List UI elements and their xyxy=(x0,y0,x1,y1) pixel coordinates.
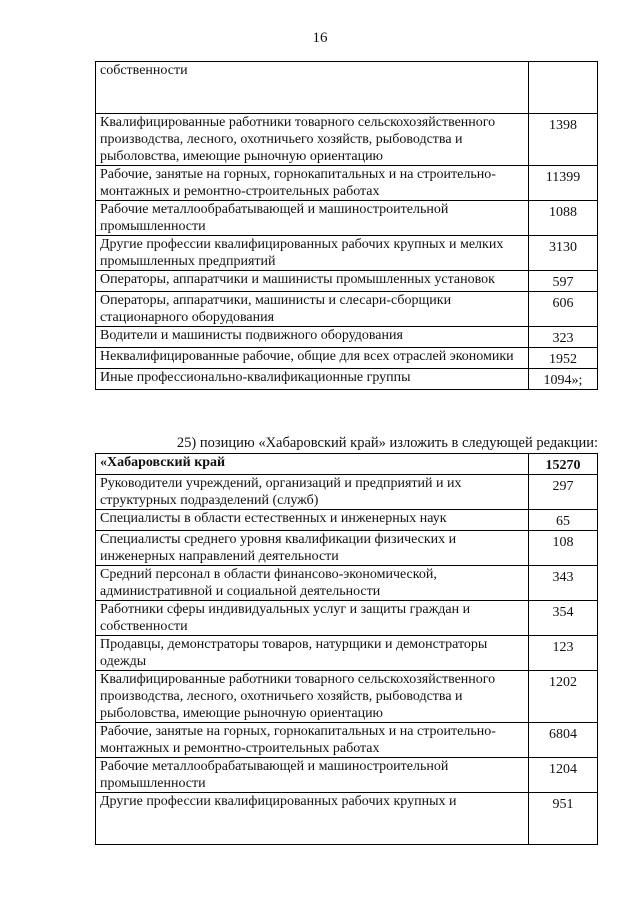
region-name: «Хабаровский край xyxy=(96,454,529,475)
row-value: 108 xyxy=(529,531,598,566)
table-row xyxy=(96,531,598,566)
table-row xyxy=(96,601,598,636)
table-row xyxy=(96,292,598,327)
row-label: Средний персонал в области финансово-экономической, административной и социальной деятельности xyxy=(96,566,529,601)
table-row xyxy=(96,327,598,348)
row-value: 323 xyxy=(529,327,598,348)
row-value: 597 xyxy=(529,271,598,292)
row-label: Иные профессионально-квалификационные группы xyxy=(96,369,529,390)
row-label: Квалифицированные работники товарного сельскохозяйственного производства, лесного, охотничьего хозяйств, рыбоводства и рыболовства, имеющие рыночную ориентацию xyxy=(96,671,529,723)
table-body xyxy=(96,62,598,390)
table-row xyxy=(96,62,598,114)
table-row xyxy=(96,236,598,271)
table-row xyxy=(96,271,598,292)
row-label: Работники сферы индивидуальных услуг и защиты граждан и собственности xyxy=(96,601,529,636)
row-value: 1202 xyxy=(529,671,598,723)
row-value: 11399 xyxy=(529,166,598,201)
row-label: Руководители учреждений, организаций и предприятий и их структурных подразделений (служб) xyxy=(96,475,529,510)
amendment-instruction: 25) позицию «Хабаровский край» изложить в следующей редакции: xyxy=(176,435,598,451)
table-row xyxy=(96,369,598,390)
row-label: собственности xyxy=(96,62,529,114)
table-row xyxy=(96,566,598,601)
row-label: Специалисты в области естественных и инженерных наук xyxy=(96,510,529,531)
row-value xyxy=(529,62,598,114)
row-value: 354 xyxy=(529,601,598,636)
row-value: 3130 xyxy=(529,236,598,271)
row-label: Рабочие, занятые на горных, горнокапитальных и на строительно-монтажных и ремонтно-строительных работах xyxy=(96,166,529,201)
table-row xyxy=(96,201,598,236)
table-row xyxy=(96,348,598,369)
row-value: 1204 xyxy=(529,758,598,793)
table-row xyxy=(96,636,598,671)
row-value: 606 xyxy=(529,292,598,327)
occupation-table-previous xyxy=(95,61,598,390)
row-label: Специалисты среднего уровня квалификации физических и инженерных направлений деятельности xyxy=(96,531,529,566)
row-value: 6804 xyxy=(529,723,598,758)
row-label: Неквалифицированные рабочие, общие для всех отраслей экономики xyxy=(96,348,529,369)
table-row xyxy=(96,793,598,845)
region-header-row xyxy=(96,454,598,475)
row-value: 1398 xyxy=(529,114,598,166)
table-row xyxy=(96,671,598,723)
table-row xyxy=(96,758,598,793)
row-value: 951 xyxy=(529,793,598,845)
row-label: Рабочие, занятые на горных, горнокапитальных и на строительно-монтажных и ремонтно-строительных работах xyxy=(96,723,529,758)
row-label: Другие профессии квалифицированных рабочих крупных и мелких промышленных предприятий xyxy=(96,236,529,271)
table-row xyxy=(96,114,598,166)
region-total: 15270 xyxy=(529,454,598,475)
row-value: 1952 xyxy=(529,348,598,369)
row-value: 1094»; xyxy=(529,369,598,390)
row-label: Рабочие металлообрабатывающей и машиностроительной промышленности xyxy=(96,758,529,793)
row-value: 123 xyxy=(529,636,598,671)
table-row xyxy=(96,166,598,201)
row-value: 1088 xyxy=(529,201,598,236)
occupation-table-khabarovsk xyxy=(95,453,598,845)
row-value: 297 xyxy=(529,475,598,510)
row-label: Водители и машинисты подвижного оборудования xyxy=(96,327,529,348)
table-body xyxy=(96,454,598,845)
page-number: 16 xyxy=(312,30,328,46)
row-label: Другие профессии квалифицированных рабочих крупных и xyxy=(96,793,529,845)
row-label: Операторы, аппаратчики и машинисты промышленных установок xyxy=(96,271,529,292)
row-label: Квалифицированные работники товарного сельскохозяйственного производства, лесного, охотничьего хозяйств, рыбоводства и рыболовства, имеющие рыночную ориентацию xyxy=(96,114,529,166)
row-label: Операторы, аппаратчики, машинисты и слесари-сборщики стационарного оборудования xyxy=(96,292,529,327)
row-label: Рабочие металлообрабатывающей и машиностроительной промышленности xyxy=(96,201,529,236)
table-row xyxy=(96,510,598,531)
row-value: 65 xyxy=(529,510,598,531)
table-row xyxy=(96,475,598,510)
row-value: 343 xyxy=(529,566,598,601)
table-row xyxy=(96,723,598,758)
row-label: Продавцы, демонстраторы товаров, натурщики и демонстраторы одежды xyxy=(96,636,529,671)
